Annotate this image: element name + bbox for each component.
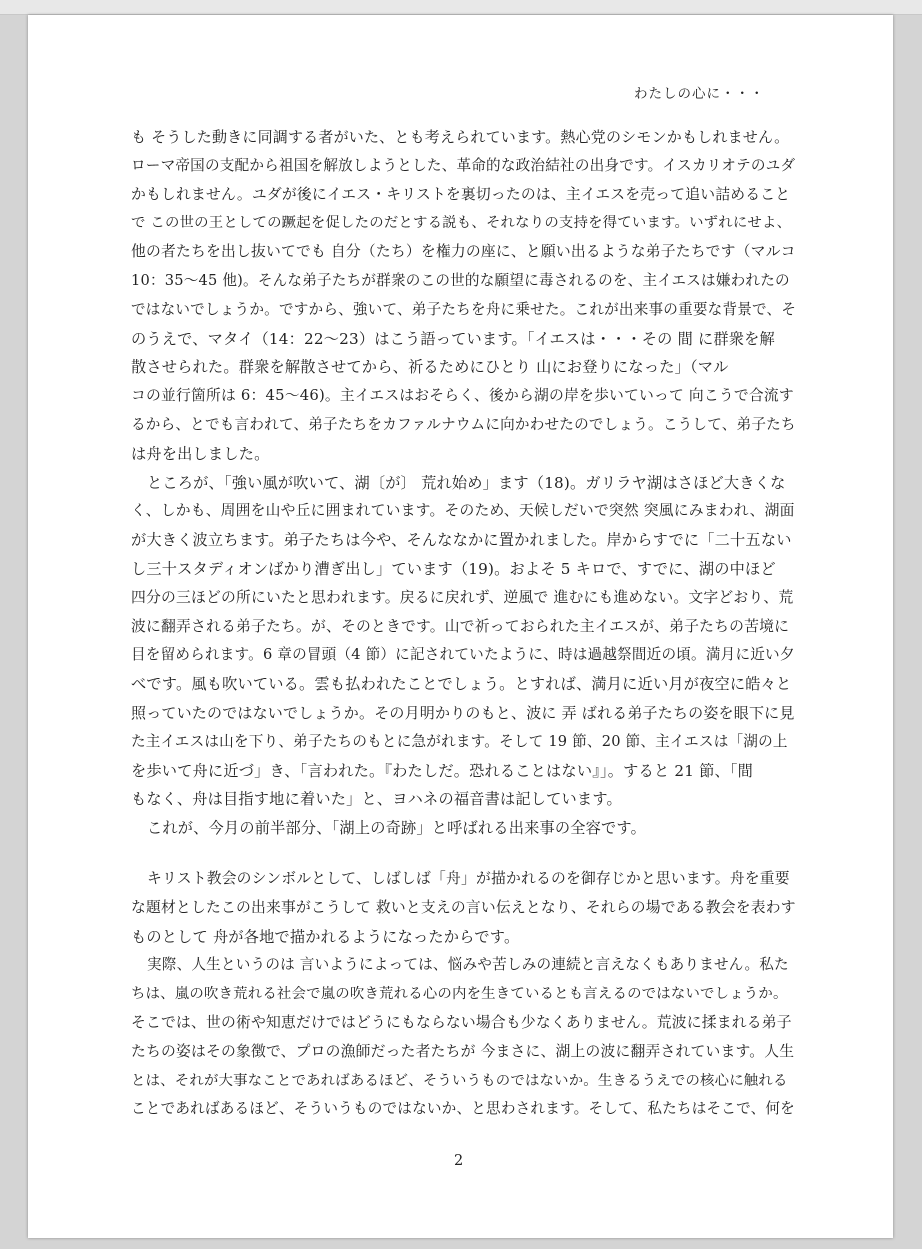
text-line: コの並行箇所は 6：45〜46)。主イエスはおそらく、後から湖の岸を歩いていって 向こうで合流す [131,387,794,405]
text-line: かもしれません。ユダが後にイエス・キリストを裏切ったのは、主イエスを売って追い詰めること [131,185,791,203]
text-line: た主イエスは山を下り、弟子たちのもとに急がれます。そして 19 節、20 節、主イエスは「湖の上 [131,732,788,750]
text-line: ローマ帝国の支配から祖国を解放しようとした、革命的な政治結社の出身です。イスカリオテのユダ [131,156,796,174]
text-line: ではないでしょうか。ですから、強いて、弟子たちを舟に乗せた。これが出来事の重要な背景で、そ [131,300,797,318]
text-line: し三十スタディオンばかり漕ぎ出し」ています（19)。およそ 5 キロで、すでに、湖の中ほど [131,559,776,578]
text-line: 照っていたのではないでしょうか。その月明かりのもと、波に 弄 ばれる弟子たちの姿を眼下に見 [131,703,795,722]
text-line: 他の者たちを出し抜いてでも 自分（たち）を権力の座に、と願い出るような弟子たちです（マルコ [131,243,796,261]
running-header: わたしの心に・・・ [634,86,765,102]
text-line: 四分の三ほどの所にいたと思われます。戻るに戻れず、逆風で 進むにも進めない。文字どおり、荒 [131,588,794,606]
text-line: ところが、「強い風が吹いて、湖〔が〕 荒れ始め」ます（18)。ガリラヤ湖はさほど大きくな [147,473,786,492]
text-line: 10：35〜45 他)。そんな弟子たちが群衆のこの世的な願望に毒されるのを、主イエスは嫌われたの [131,271,790,289]
paragraph-gap [131,843,793,865]
text-line: で この世の王としての蹶起を促したのだとする説も、それなりの支持を得ています。いずれにせよ、 [131,215,792,232]
text-line: ことであればあるほど、そういうものではないか、と思わされます。そして、私たちはそこで、何を [131,1100,795,1118]
text-line: キリスト教会のシンボルとして、しばしば「舟」が描かれるのを御存じかと思います。舟を重要 [147,869,790,887]
text-line: な題材としたこの出来事がこうして 救いと支えの言い伝えとなり、それらの場である教会を表わす [131,898,796,916]
text-line: たちの姿はその象徴で、プロの漁師だった者たちが 今まさに、湖上の波に翻弄されています。人生 [131,1042,795,1060]
text-line: ちは、嵐の吹き荒れる社会で嵐の吹き荒れる心の内を生きているとも言えるのではないでしょうか。 [131,986,788,1003]
text-line: を歩いて舟に近づ」き、「言われた。『わたしだ。恐れることはない』」。すると 21 節、「間 [131,761,754,780]
text-line: ものとして 舟が各地で描かれるようになったからです。 [131,927,520,946]
viewer-toolbar [0,0,922,15]
text-line: のうえで、マタイ（14：22〜23）はこう語っています。「イエスは・・・その 間 に群衆を解 [131,329,775,348]
text-line: 実際、人生というのは 言いようによっては、悩みや苦しみの連続と言えなくもありません。私た [147,956,789,974]
page-body [131,123,797,1124]
text-line: 波に翻弄される弟子たち。が、そのときです。山で祈っておられた主イエスが、弟子たちの苦境に [131,617,790,635]
document-page [28,15,893,1238]
text-line: も そうした動きに同調する者がいた、とも考えられています。熱心党のシモンかもしれません。 [131,128,790,146]
text-line: これが、今月の前半部分、「湖上の奇跡」と呼ばれる出来事の全容です。 [147,819,646,838]
text-line: は舟を出しました。 [131,444,270,463]
text-line: そこでは、世の術や知恵だけではどうにもならない場合も少なくありません。荒波に揉まれる弟子 [131,1013,792,1031]
text-line: もなく、舟は目指す地に着いた」と、ヨハネの福音書は記しています。 [131,790,622,809]
page-number: 2 [454,1153,464,1169]
text-line: 目を留められます。6 章の冒頭（4 節）に記されていたように、時は過越祭間近の頃。満月に近い夕 [131,646,795,664]
text-line: るから、とでも言われて、弟子たちをカファルナウムに向かわせたのでしょう。こうして、弟子たち [131,415,796,433]
text-line: 散させられた。群衆を解散させてから、祈るためにひとり 山にお登りになった」（マル [131,358,729,377]
text-line: が大きく波立ちます。弟子たちは今や、そんななかに置かれました。岸からすでに「二十五ない [131,531,792,550]
text-line: べです。風も吹いている。雲も払われたことでしょう。とすれば、満月に近い月が夜空に皓々と [131,675,792,694]
text-line: とは、それが大事なことであればあるほど、そういうものではないか。生きるうえでの核心に触れる [131,1072,788,1089]
text-line: く、しかも、周囲を山や丘に囲まれています。そのため、天候しだいで突然 突風にみまわれ、湖面 [131,502,795,520]
